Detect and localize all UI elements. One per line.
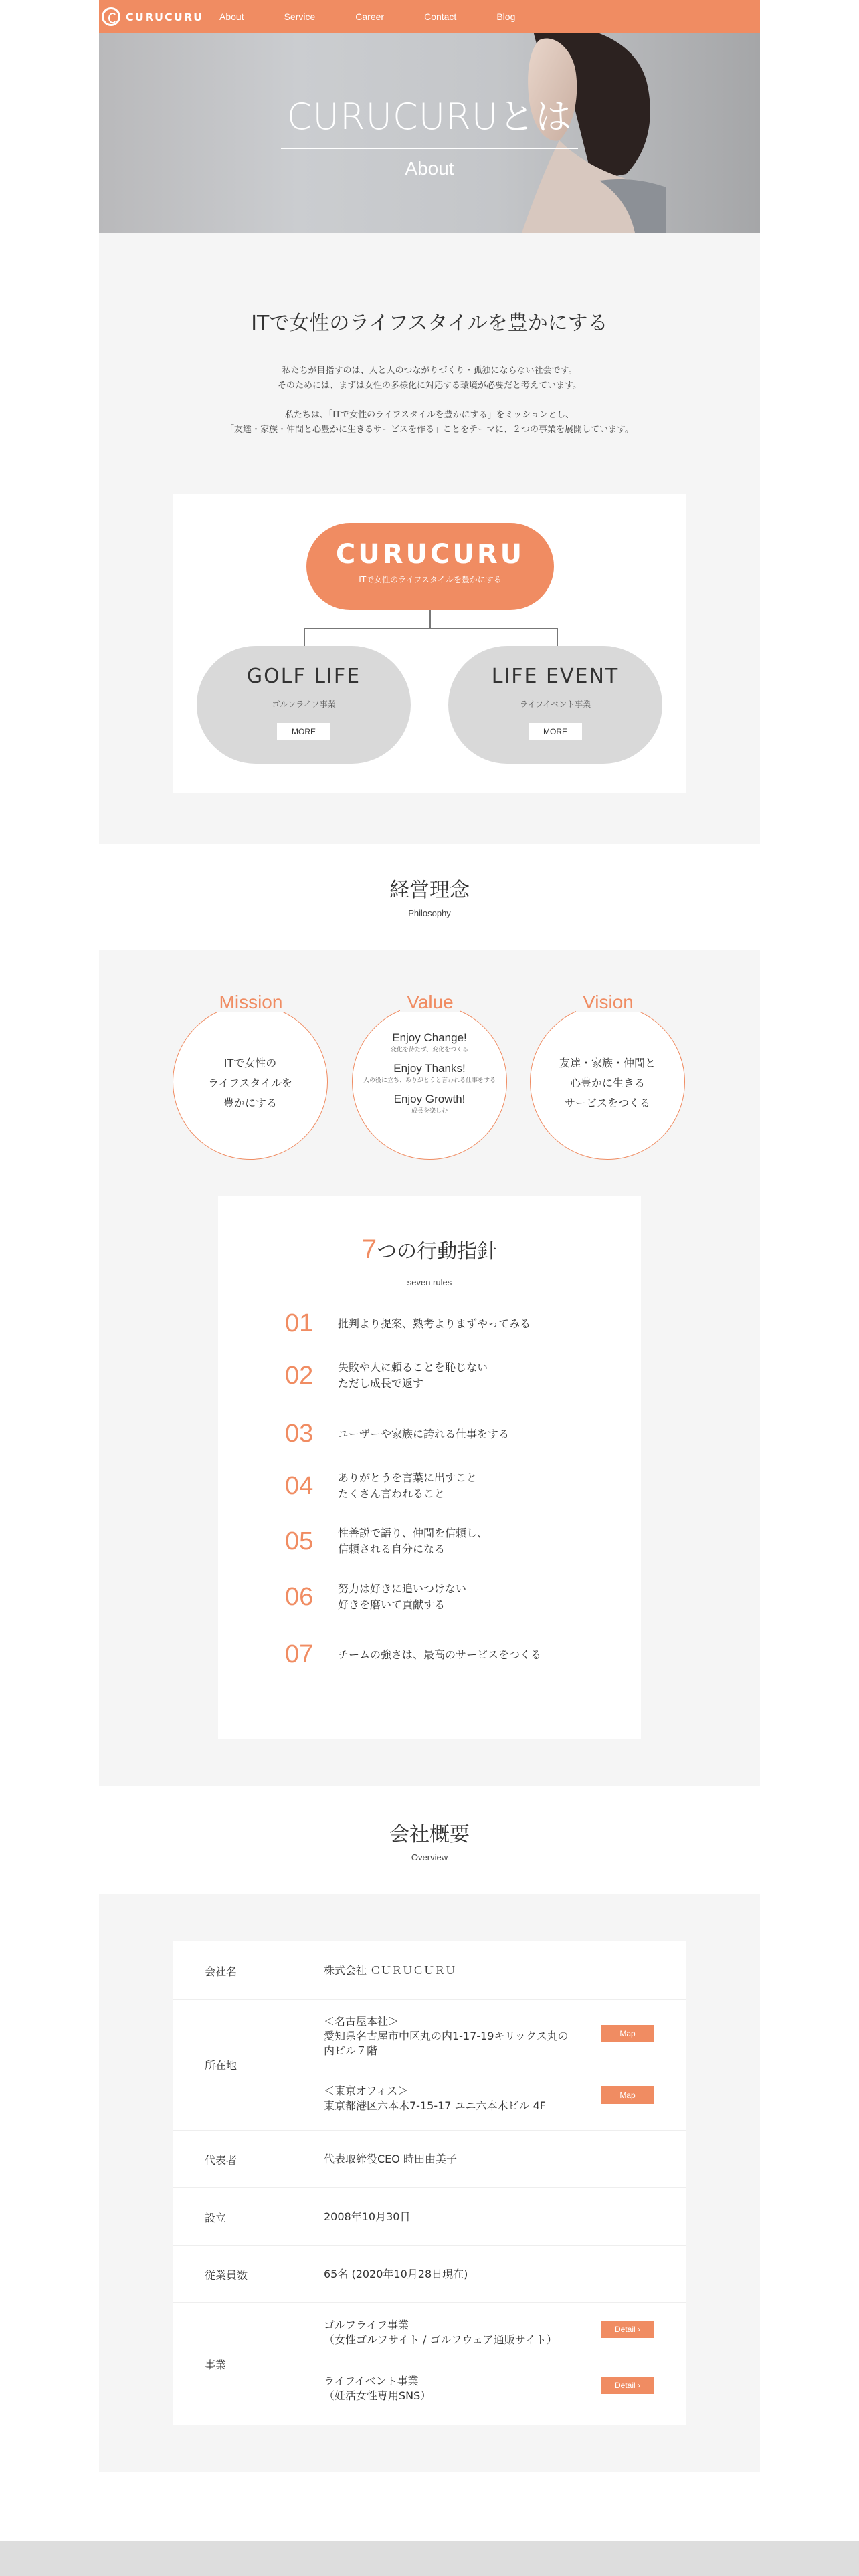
business-line: ライフイベント事業 <box>324 2375 419 2387</box>
org-main-node <box>306 523 554 610</box>
life-event-title: LIFE EVENT <box>491 665 619 688</box>
table-row <box>173 2000 686 2131</box>
about-title: ITで女性のライフスタイルを豊かにする <box>251 312 608 335</box>
row-label: 代表者 <box>205 2154 237 2167</box>
row-value: 2008年10月30日 <box>324 2210 411 2223</box>
mission-text: ITで女性の <box>223 1057 277 1069</box>
overview-section <box>99 1894 760 2472</box>
nav-link-career[interactable]: Career <box>355 11 385 22</box>
vision-text: 友達・家族・仲間と <box>559 1057 656 1069</box>
org-main-sub: ITで女性のライフスタイルを豊かにする <box>359 575 502 584</box>
rule-item <box>285 1360 488 1392</box>
overview-heading <box>99 1818 760 1862</box>
life-event-more-button[interactable]: MORE <box>529 723 582 740</box>
logo-text: CURUCURU <box>126 10 204 23</box>
rule-text <box>338 1426 509 1442</box>
rule-number: 02 <box>285 1361 314 1390</box>
rules-title-number: 7 <box>361 1235 377 1264</box>
rule-line: ユーザーや家族に誇れる仕事をする <box>338 1427 510 1440</box>
about-text: 「友達・家族・仲間と心豊かに生きるサービスを作る」ことをテーマに、２つの事業を展開しています。 <box>225 425 634 435</box>
logo-icon <box>102 7 120 26</box>
philosophy-subtitle: Philosophy <box>408 908 451 918</box>
value-body <box>353 1032 506 1124</box>
row-value: 65名 (2020年10月28日現在) <box>324 2268 468 2280</box>
rule-text <box>338 1581 466 1613</box>
table-row <box>173 2303 686 2425</box>
business-chart <box>173 494 686 793</box>
address-nagoya <box>324 2014 569 2058</box>
rule-item <box>285 1640 541 1669</box>
site-logo[interactable] <box>99 7 219 26</box>
value-circle <box>352 992 507 1160</box>
rule-number: 06 <box>285 1582 314 1611</box>
hero-title: CURUCURUとは <box>286 96 573 138</box>
map-button-nagoya[interactable]: Map <box>601 2025 654 2042</box>
hero-subtitle: About <box>405 158 454 179</box>
value-sub: 変化を待たず、変化をつくる <box>390 1047 469 1053</box>
nav-link-service[interactable]: Service <box>284 11 316 22</box>
business-line: （妊活女性専用SNS） <box>324 2389 432 2402</box>
address-line: 愛知県名古屋市中区丸の内1-17-19キリックス丸の <box>324 2030 569 2042</box>
hero-banner <box>99 33 760 233</box>
rule-number: 03 <box>285 1420 314 1448</box>
value-title-wrap <box>353 992 508 1013</box>
rule-line: 好きを磨いて貢献する <box>338 1598 446 1611</box>
rule-text <box>338 1360 488 1392</box>
about-body <box>99 364 760 452</box>
mission-title-wrap <box>173 992 328 1013</box>
rule-line: ただし成長で返す <box>338 1377 424 1390</box>
row-label: 事業 <box>205 2359 227 2371</box>
rule-number: 07 <box>285 1640 314 1669</box>
rule-line: ありがとうを言葉に出すこと <box>338 1471 478 1484</box>
nav-links <box>219 11 555 22</box>
rule-number: 01 <box>285 1309 314 1337</box>
rule-item <box>285 1525 488 1558</box>
table-row <box>173 2188 686 2246</box>
vision-body <box>531 1053 684 1113</box>
vision-circle <box>530 992 685 1160</box>
detail-button-life-event[interactable]: Detail › <box>601 2377 654 2394</box>
vision-text: サービスをつくる <box>564 1097 650 1109</box>
rule-line: チームの強さは、最高のサービスをつくる <box>338 1648 542 1661</box>
rule-item <box>285 1581 466 1613</box>
connector-line <box>557 628 558 647</box>
rule-line: 性善説で語り、仲間を信頼し、 <box>338 1527 488 1539</box>
address-tokyo <box>324 2084 546 2113</box>
life-event-sub: ライフイベント事業 <box>519 700 591 709</box>
address-line: 東京都港区六本木7-15-17 ユニ六本木ビル 4F <box>324 2099 547 2112</box>
life-event-node <box>448 646 662 764</box>
nav-link-about[interactable]: About <box>219 11 244 22</box>
rule-text <box>338 1647 541 1663</box>
connector-line <box>304 628 305 647</box>
row-label: 所在地 <box>205 2059 237 2072</box>
mission-text: 豊かにする <box>223 1097 277 1109</box>
business-golf <box>324 2318 557 2347</box>
vision-title-wrap <box>531 992 686 1013</box>
address-line: ＜名古屋本社＞ <box>324 2015 399 2028</box>
connector-line <box>304 628 558 629</box>
about-text: 私たちは、「ITで女性のライフスタイルを豊かにする」をミッションとし、 <box>284 410 575 420</box>
value-item: Enjoy Thanks! <box>393 1062 466 1075</box>
overview-title: 会社概要 <box>389 1823 470 1846</box>
rule-line: 努力は好きに追いつけない <box>338 1582 467 1595</box>
rule-line: 信頼される自分になる <box>338 1543 446 1555</box>
mission-text: ライフスタイルを <box>207 1077 293 1089</box>
rules-subtitle: seven rules <box>407 1277 452 1287</box>
golf-life-node <box>197 646 411 764</box>
philosophy-section <box>99 950 760 1786</box>
rules-title <box>218 1235 641 1265</box>
business-line: ゴルフライフ事業 <box>324 2319 409 2331</box>
row-label: 会社名 <box>205 1965 237 1978</box>
company-table <box>173 1941 686 2425</box>
rule-number: 04 <box>285 1471 314 1500</box>
address-line: ＜東京オフィス＞ <box>324 2084 409 2097</box>
rule-text <box>338 1470 477 1502</box>
golf-life-title: GOLF LIFE <box>246 665 361 688</box>
business-line: （女性ゴルフサイト / ゴルフウェア通販サイト） <box>324 2333 557 2346</box>
golf-life-sub: ゴルフライフ事業 <box>272 700 336 709</box>
about-paragraph-1 <box>99 364 760 393</box>
business-life-event <box>324 2374 431 2403</box>
about-text: そのためには、まずは女性の多様化に対応する環境が必要だと考えています。 <box>278 381 581 391</box>
row-value: 株式会社 ＣＵＲＵＣＵＲＵ <box>324 1964 456 1977</box>
rule-item <box>285 1420 509 1448</box>
value-sub: 成長を楽しむ <box>411 1108 448 1115</box>
about-section <box>99 233 760 844</box>
vision-text: 心豊かに生きる <box>569 1077 645 1089</box>
rule-text <box>338 1316 531 1332</box>
rule-line: たくさん言われること <box>338 1487 446 1500</box>
rule-text <box>338 1525 488 1558</box>
seven-rules-card <box>218 1196 641 1739</box>
row-label: 従業員数 <box>205 2269 248 2282</box>
rule-item <box>285 1470 477 1502</box>
mission-circle <box>173 992 328 1160</box>
philosophy-heading <box>99 873 760 918</box>
rule-line: 批判より提案、熟考よりまずやってみる <box>338 1317 531 1330</box>
vision-title: Vision <box>576 992 640 1012</box>
about-paragraph-2 <box>99 408 760 437</box>
table-row <box>173 1941 686 2000</box>
detail-button-golf[interactable]: Detail › <box>601 2321 654 2338</box>
nav-link-blog[interactable]: Blog <box>496 11 516 22</box>
rule-number: 05 <box>285 1527 314 1555</box>
about-text: 私たちが目指すのは、人と人のつながりづくり・孤独にならない社会です。 <box>282 366 577 376</box>
address-line: 内ビル７階 <box>324 2044 378 2057</box>
table-row <box>173 2131 686 2188</box>
rule-line: 失敗や人に頼ることを恥じない <box>338 1361 488 1374</box>
hero-divider <box>281 148 578 149</box>
row-label: 設立 <box>205 2212 227 2224</box>
golf-life-more-button[interactable]: MORE <box>277 723 330 740</box>
value-item: Enjoy Change! <box>392 1031 467 1044</box>
philosophy-title: 経営理念 <box>389 879 470 902</box>
global-nav <box>99 0 760 33</box>
mission-title: Mission <box>213 992 290 1012</box>
value-item: Enjoy Growth! <box>393 1093 466 1105</box>
rules-title-text: つの行動指針 <box>377 1240 498 1263</box>
table-row <box>173 2246 686 2303</box>
map-button-tokyo[interactable]: Map <box>601 2086 654 2104</box>
connector-line <box>430 610 431 629</box>
value-sub: 人の役に立ち、ありがとうと言われる仕事をする <box>363 1077 496 1084</box>
overview-subtitle: Overview <box>411 1852 448 1862</box>
org-main-logo: CURUCURU <box>335 539 525 570</box>
mission-body <box>173 1053 327 1113</box>
nav-link-contact[interactable]: Contact <box>424 11 457 22</box>
rule-item <box>285 1309 531 1338</box>
row-value: 代表取締役CEO 時田由美子 <box>324 2153 457 2165</box>
footer-band <box>0 2541 859 2576</box>
value-title: Value <box>400 992 460 1012</box>
